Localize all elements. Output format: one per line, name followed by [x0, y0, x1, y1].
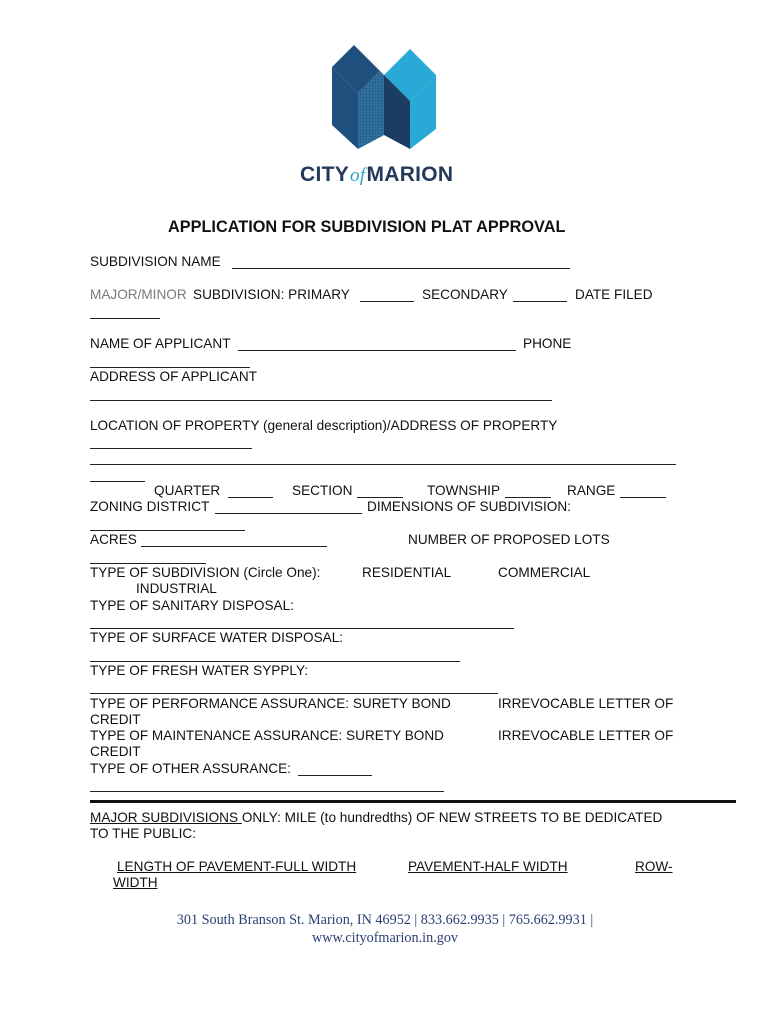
- phone-label: PHONE: [523, 336, 572, 351]
- to-the-public-label: TO THE PUBLIC:: [90, 826, 197, 841]
- date-filed-label: DATE FILED: [575, 287, 653, 302]
- subdivision-name-label: SUBDIVISION NAME: [90, 254, 221, 269]
- subdivision-primary-label: SUBDIVISION: PRIMARY: [193, 287, 350, 302]
- logo-marion-text: MARION: [366, 163, 454, 186]
- sanitary-disposal-field[interactable]: [90, 628, 514, 629]
- phone-field[interactable]: [90, 367, 250, 368]
- location-field-line-1[interactable]: [90, 448, 252, 449]
- other-assurance-field[interactable]: [298, 775, 372, 776]
- performance-credit-label: CREDIT: [90, 712, 141, 727]
- quarter-label: QUARTER: [154, 483, 221, 498]
- number-of-lots-field[interactable]: [90, 563, 206, 564]
- only-mile-label: ONLY: MILE (to hundredths) OF NEW STREETS TO BE DEDICATED: [241, 810, 663, 825]
- type-of-sanitary-disposal-label: TYPE OF SANITARY DISPOSAL:: [90, 598, 294, 613]
- logo-city-text: CITY: [300, 163, 350, 186]
- residential-option[interactable]: RESIDENTIAL: [362, 565, 452, 580]
- type-of-other-assurance-label: TYPE OF OTHER ASSURANCE:: [90, 761, 291, 776]
- fresh-water-supply-field[interactable]: [90, 693, 498, 694]
- secondary-field[interactable]: [513, 301, 567, 302]
- name-of-applicant-field[interactable]: [238, 350, 516, 351]
- city-of-marion-wordmark: [300, 163, 470, 193]
- zoning-district-field[interactable]: [215, 513, 362, 514]
- township-field[interactable]: [505, 497, 551, 498]
- section-field[interactable]: [357, 497, 403, 498]
- major-minor-label: MAJOR/MINOR: [90, 287, 187, 302]
- type-of-fresh-water-supply-label: TYPE OF FRESH WATER SYPPLY:: [90, 663, 309, 678]
- name-of-applicant-label: NAME OF APPLICANT: [90, 336, 231, 351]
- section-label: SECTION: [292, 483, 353, 498]
- type-of-subdivision-label: TYPE OF SUBDIVISION (Circle One):: [90, 565, 321, 580]
- zoning-district-label: ZONING DISTRICT: [90, 499, 210, 514]
- section-divider: [90, 800, 736, 803]
- maintenance-credit-label: CREDIT: [90, 744, 141, 759]
- address-of-applicant-label: ADDRESS OF APPLICANT: [90, 369, 257, 384]
- footer-address: 301 South Branson St. Marion, IN 46952 | 833.662.9935 | 765.662.9931 |: [176, 912, 594, 928]
- pavement-half-width-label: PAVEMENT-HALF WIDTH: [408, 859, 568, 874]
- performance-irrevocable-letter-label: IRREVOCABLE LETTER OF: [498, 696, 674, 711]
- range-field[interactable]: [620, 497, 666, 498]
- location-field-line-2[interactable]: [90, 464, 676, 465]
- secondary-label: SECONDARY: [422, 287, 508, 302]
- acres-label: ACRES: [90, 532, 137, 547]
- city-of-marion-logo-icon: [332, 45, 436, 153]
- row-label: ROW-: [635, 859, 673, 874]
- commercial-option[interactable]: COMMERCIAL: [498, 565, 591, 580]
- page-title: APPLICATION FOR SUBDIVISION PLAT APPROVAL: [168, 218, 566, 236]
- industrial-option[interactable]: INDUSTRIAL: [136, 581, 217, 596]
- footer-website[interactable]: www.cityofmarion.in.gov: [311, 930, 459, 946]
- major-subdivisions-line: [90, 810, 662, 826]
- acres-field[interactable]: [141, 546, 327, 547]
- primary-field[interactable]: [360, 301, 414, 302]
- location-of-property-label: LOCATION OF PROPERTY (general description)/ADDRESS OF PROPERTY: [90, 418, 558, 433]
- location-field-line-3[interactable]: [90, 481, 145, 482]
- dimensions-field[interactable]: [90, 530, 245, 531]
- township-label: TOWNSHIP: [427, 483, 501, 498]
- number-of-proposed-lots-label: NUMBER OF PROPOSED LOTS: [408, 532, 610, 547]
- logo-of-text: of: [350, 165, 366, 186]
- major-subdivisions-label: MAJOR SUBDIVISIONS: [90, 810, 242, 825]
- quarter-field[interactable]: [228, 497, 273, 498]
- type-of-performance-assurance-label: TYPE OF PERFORMANCE ASSURANCE: SURETY BOND: [90, 696, 451, 711]
- maintenance-irrevocable-letter-label: IRREVOCABLE LETTER OF: [498, 728, 674, 743]
- type-of-surface-water-disposal-label: TYPE OF SURFACE WATER DISPOSAL:: [90, 630, 344, 645]
- other-assurance-field-line-2[interactable]: [90, 791, 444, 792]
- surface-water-disposal-field[interactable]: [90, 661, 460, 662]
- address-of-applicant-field[interactable]: [90, 400, 552, 401]
- length-of-pavement-label: LENGTH OF PAVEMENT-FULL WIDTH: [117, 859, 357, 874]
- date-filed-field[interactable]: [90, 318, 160, 319]
- width-label: WIDTH: [113, 875, 158, 890]
- type-of-maintenance-assurance-label: TYPE OF MAINTENANCE ASSURANCE: SURETY BOND: [90, 728, 445, 743]
- dimensions-of-subdivision-label: DIMENSIONS OF SUBDIVISION:: [367, 499, 571, 514]
- subdivision-name-field[interactable]: [232, 268, 570, 269]
- range-label: RANGE: [567, 483, 616, 498]
